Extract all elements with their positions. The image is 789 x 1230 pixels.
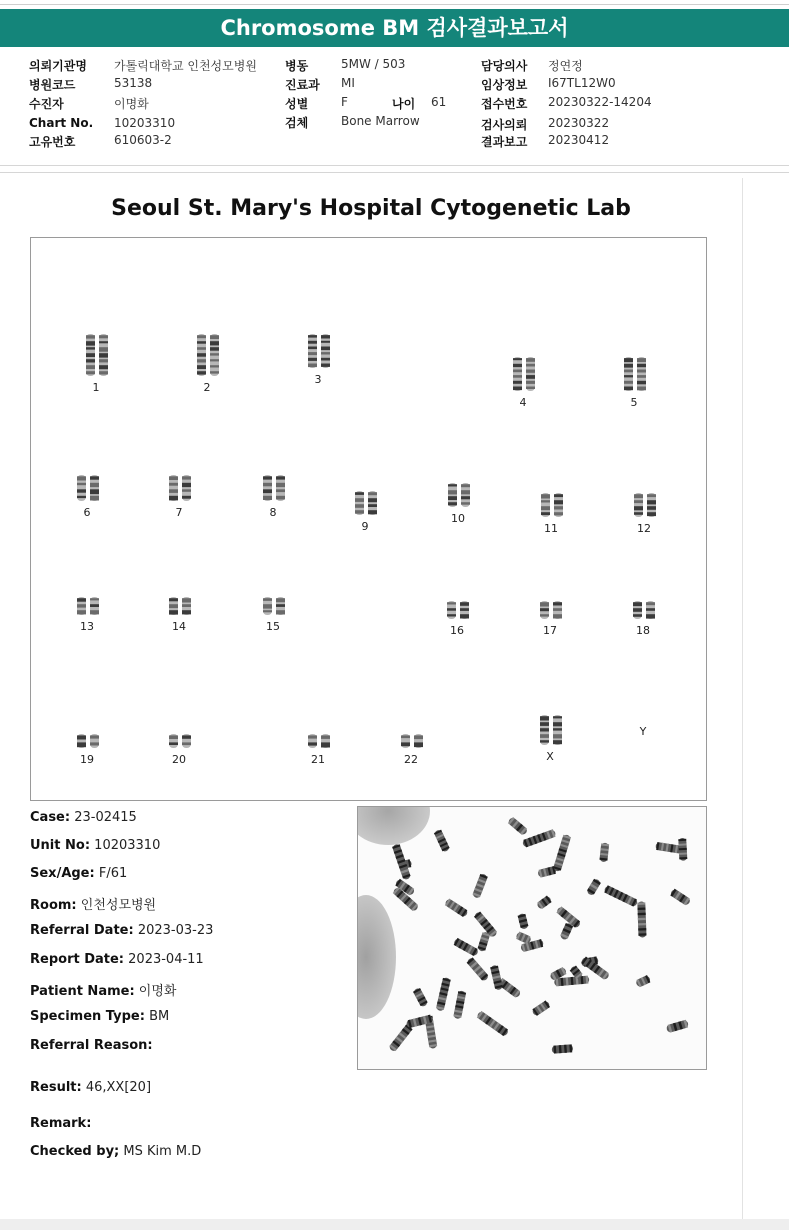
chromosome-pair-7 [157, 474, 201, 502]
chromatid [77, 475, 86, 501]
chromatid [540, 715, 549, 745]
specimen-type-label: Specimen Type: [30, 1009, 145, 1024]
bottom-bar [0, 1219, 789, 1230]
chromosome-1 [61, 333, 131, 394]
checked-line [30, 1144, 201, 1159]
metaphase-chromosome [472, 873, 488, 899]
report-date-value: 2023-04-11 [128, 952, 204, 967]
chromosome-pair-19 [65, 733, 109, 749]
chromosome-8 [238, 474, 308, 519]
chromosome-pair-2 [185, 333, 229, 377]
patient-info-block [0, 52, 789, 162]
chromosome-17 [515, 600, 585, 637]
chromosome-pair-11 [529, 492, 573, 518]
chromatid [646, 601, 655, 619]
metaphase-chromosome [559, 922, 573, 941]
patient-name-value: 이명화 [138, 984, 177, 999]
metaphase-chromosome [678, 838, 687, 861]
referral-date-value: 2023-03-23 [137, 923, 214, 938]
dept-label: 진료과 [285, 78, 320, 92]
chromosome-12 [609, 492, 679, 535]
chromosome-pair-15 [251, 596, 295, 616]
request-label: 검사의뢰 [481, 118, 528, 132]
chromatid [513, 357, 522, 391]
metaphase-chromosome [477, 931, 490, 952]
chromatid [553, 715, 562, 745]
result-value: 46,XX[20] [85, 1080, 152, 1095]
chromosome-pair-10 [436, 482, 480, 508]
chart-no-value: 10203310 [114, 116, 176, 130]
institution-label: 의뢰기관명 [29, 59, 87, 73]
metaphase-chromosome [453, 990, 466, 1019]
doctor-value: 정연정 [548, 59, 583, 73]
patient-name-line [30, 980, 176, 999]
metaphase-chromosome [586, 878, 602, 897]
receipt-label: 접수번호 [481, 97, 528, 111]
chromatid [540, 601, 549, 619]
chromosome-2 [172, 333, 242, 394]
metaphase-chromosome [522, 829, 557, 848]
chromosome-7 [144, 474, 214, 519]
sex-label: 성별 [285, 97, 309, 111]
checked-value: MS Kim M.D [123, 1144, 202, 1159]
chromatid [263, 597, 272, 615]
chromatid [86, 334, 95, 376]
chromatid [554, 493, 563, 517]
sexage-value: F/61 [98, 866, 128, 881]
chromosome-label: 15 [266, 620, 280, 633]
chromosome-label: 4 [519, 396, 527, 409]
chromosome-pair-1 [74, 333, 118, 377]
report-label: 결과보고 [481, 135, 528, 149]
chromosome-4 [488, 356, 558, 409]
remark-label: Remark: [30, 1116, 92, 1131]
chromosome-19 [52, 733, 122, 766]
chromosome-10 [423, 482, 493, 525]
chromosome-14 [144, 596, 214, 633]
chromosome-label: 5 [630, 396, 638, 409]
chromosome-label: Y [639, 725, 647, 738]
chromosome-x [515, 714, 585, 763]
metaphase-chromosome [444, 898, 469, 918]
chromatid [169, 475, 178, 501]
referral-reason-line [30, 1038, 153, 1053]
chromatid [210, 334, 219, 376]
chromatid [308, 334, 317, 368]
metaphase-chromosome [552, 1044, 574, 1053]
chromosome-label: 18 [636, 624, 650, 637]
unit-line [30, 838, 160, 853]
chromosome-label: 2 [203, 381, 211, 394]
clinical-label: 임상정보 [481, 78, 528, 92]
chromosome-pair-17 [528, 600, 572, 620]
chromatid [197, 334, 206, 376]
chromatid [461, 483, 470, 507]
chromosome-20 [144, 733, 214, 766]
chromosome-label: 8 [269, 506, 277, 519]
chromatid [526, 357, 535, 391]
chromatid [414, 734, 423, 748]
chromosome-label: 19 [80, 753, 94, 766]
metaphase-image [357, 806, 707, 1070]
metaphase-chromosome [599, 842, 609, 862]
chromatid [633, 601, 642, 619]
chromosome-label: 3 [314, 373, 322, 386]
metaphase-chromosome [436, 977, 451, 1012]
interphase-nucleus [358, 895, 396, 1019]
chromosome-label: 22 [404, 753, 418, 766]
chromatid [368, 491, 377, 515]
report-value: 20230412 [548, 133, 610, 147]
case-line [30, 810, 137, 825]
unit-label: Unit No: [30, 838, 91, 853]
specimen-type-line [30, 1009, 169, 1024]
metaphase-chromosome [466, 957, 490, 982]
metaphase-chromosome [388, 1024, 413, 1053]
header-divider [0, 165, 789, 166]
patient-label: 수진자 [29, 97, 64, 111]
chromosome-pair-22 [389, 733, 433, 749]
chromatid [308, 734, 317, 748]
metaphase-chromosome [507, 816, 528, 836]
lab-title: Seoul St. Mary's Hospital Cytogenetic Lab [111, 196, 631, 221]
metaphase-chromosome [669, 888, 691, 906]
referral-date-label: Referral Date: [30, 923, 134, 938]
chromosome-label: 16 [450, 624, 464, 637]
chromatid [263, 475, 272, 501]
sex-value: F [341, 95, 348, 109]
chromatid [448, 483, 457, 507]
chromosome-pair-14 [157, 596, 201, 616]
chromosome-5 [599, 356, 669, 409]
doctor-label: 담당의사 [481, 59, 528, 73]
metaphase-chromosome [476, 1010, 509, 1037]
chromatid [553, 601, 562, 619]
report-title: Chromosome BM 검사결과보고서 [0, 9, 789, 47]
request-value: 20230322 [548, 116, 610, 130]
chromosome-pair-12 [622, 492, 666, 518]
metaphase-chromosome [603, 885, 638, 908]
chromatid [182, 734, 191, 748]
chromosome-label: X [546, 750, 554, 763]
metaphase-chromosome [413, 987, 429, 1008]
metaphase-chromosome [517, 913, 528, 930]
chromosome-15 [238, 596, 308, 633]
metaphase-chromosome [553, 834, 572, 872]
chromatid [90, 734, 99, 748]
metaphase-chromosome [635, 975, 651, 988]
metaphase-chromosome [453, 937, 479, 957]
chromosome-pair-16 [435, 600, 479, 620]
top-border [0, 4, 789, 5]
chromosome-label: 6 [83, 506, 91, 519]
chromatid [77, 597, 86, 615]
ward-label: 병동 [285, 59, 309, 73]
chromosome-pair-21 [296, 733, 340, 749]
chromatid [321, 334, 330, 368]
hospital-code-value: 53138 [114, 76, 153, 90]
ward-value: 5MW / 503 [341, 57, 406, 71]
chromosome-label: 1 [92, 381, 100, 394]
chromosome-pair-18 [621, 600, 665, 620]
receipt-value: 20230322-14204 [548, 95, 652, 109]
patient-name-label: Patient Name: [30, 984, 135, 999]
room-label: Room: [30, 898, 77, 913]
chromatid [276, 475, 285, 501]
chromosome-pair-4 [501, 356, 545, 392]
chromosome-18 [608, 600, 678, 637]
age-label: 나이 [392, 97, 416, 111]
specimen-type-value: BM [149, 1009, 170, 1024]
metaphase-chromosome [433, 829, 450, 853]
chromatid [634, 493, 643, 517]
chromosome-3 [283, 333, 353, 386]
case-label: Case: [30, 810, 71, 825]
chromosome-9 [330, 490, 400, 533]
result-label: Result: [30, 1080, 82, 1095]
header-divider-2 [0, 172, 789, 173]
chromosome-label: 14 [172, 620, 186, 633]
chromosome-label: 10 [451, 512, 465, 525]
chromosome-pair-9 [343, 490, 387, 516]
unique-no-value: 610603-2 [114, 133, 172, 147]
chromosome-y [608, 718, 678, 738]
chromatid [99, 334, 108, 376]
chromatid [355, 491, 364, 515]
chromosome-pair-x [528, 714, 572, 746]
chromosome-label: 17 [543, 624, 557, 637]
chromosome-22 [376, 733, 446, 766]
chromosome-pair-8 [251, 474, 295, 502]
chromosome-label: 11 [544, 522, 558, 535]
referral-date-line [30, 923, 213, 938]
remark-line [30, 1116, 91, 1131]
specimen-label: 검체 [285, 116, 309, 130]
chromosome-6 [52, 474, 122, 519]
chromosome-11 [516, 492, 586, 535]
referral-reason-label: Referral Reason: [30, 1038, 153, 1053]
unique-no-label: 고유번호 [29, 135, 76, 149]
chromatid [90, 475, 99, 501]
patient-value: 이명화 [114, 97, 149, 111]
chromatid [182, 475, 191, 501]
chromosome-pair-6 [65, 474, 109, 502]
chromosome-pair-20 [157, 733, 201, 749]
report-date-label: Report Date: [30, 952, 125, 967]
metaphase-spread-figure [358, 807, 706, 1069]
chromosome-16 [422, 600, 492, 637]
interphase-nucleus [358, 807, 430, 845]
metaphase-chromosome [536, 895, 553, 910]
chromosome-pair-y [621, 718, 665, 721]
metaphase-chromosome [531, 1000, 551, 1017]
chromatid [182, 597, 191, 615]
chromosome-pair-5 [612, 356, 656, 392]
chromatid [276, 597, 285, 615]
chromosome-label: 12 [637, 522, 651, 535]
report-date-line [30, 952, 204, 967]
karyotype-panel [30, 237, 707, 801]
chromosome-label: 21 [311, 753, 325, 766]
room-value: 인천성모병원 [80, 898, 157, 913]
chromosome-pair-13 [65, 596, 109, 616]
metaphase-chromosome [490, 965, 503, 991]
chromatid [169, 734, 178, 748]
sexage-line [30, 866, 127, 881]
result-line [30, 1080, 151, 1095]
chromatid [624, 357, 633, 391]
chromatid [90, 597, 99, 615]
chromatid [401, 734, 410, 748]
dept-value: MI [341, 76, 355, 90]
chromosome-pair-3 [296, 333, 340, 369]
chromatid [321, 734, 330, 748]
institution-value: 가톨릭대학교 인천성모병원 [114, 59, 257, 73]
chromosome-label: 7 [175, 506, 183, 519]
age-value: 61 [431, 95, 447, 109]
chromosome-13 [52, 596, 122, 633]
chromosome-label: 9 [361, 520, 369, 533]
case-value: 23-02415 [74, 810, 137, 825]
metaphase-chromosome [637, 901, 646, 937]
unit-value: 10203310 [94, 838, 161, 853]
checked-label: Checked by; [30, 1144, 120, 1159]
chart-no-label: Chart No. [29, 116, 94, 130]
chromosome-label: 13 [80, 620, 94, 633]
chromatid [647, 493, 656, 517]
sexage-label: Sex/Age: [30, 866, 95, 881]
chromatid [77, 734, 86, 748]
metaphase-chromosome [666, 1019, 689, 1033]
chromatid [169, 597, 178, 615]
room-line [30, 894, 156, 913]
clinical-value: I67TL12W0 [548, 76, 616, 90]
chromatid [447, 601, 456, 619]
hospital-code-label: 병원코드 [29, 78, 76, 92]
chromosome-label: 20 [172, 753, 186, 766]
chromatid [637, 357, 646, 391]
chromosome-21 [283, 733, 353, 766]
chromatid [460, 601, 469, 619]
chromatid [541, 493, 550, 517]
specimen-value: Bone Marrow [341, 114, 420, 128]
